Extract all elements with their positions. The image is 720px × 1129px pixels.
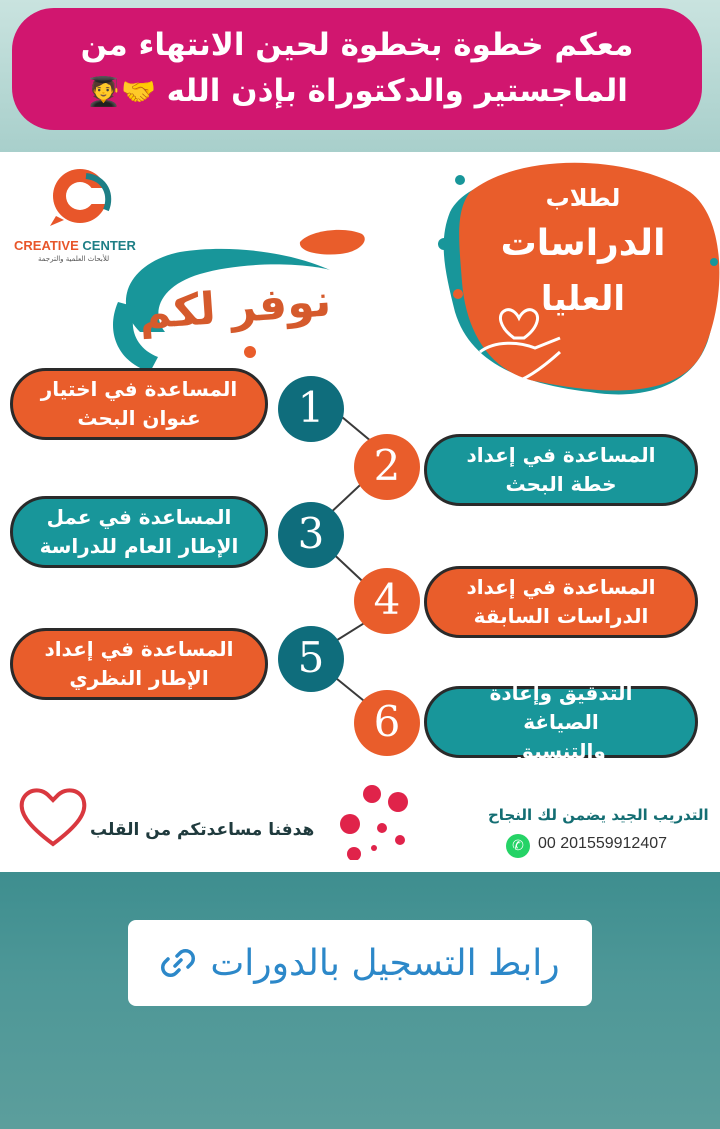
step-5-number: 5 — [278, 626, 344, 692]
step-5-pill — [10, 628, 268, 700]
step-2-line-1: المساعدة في إعداد — [466, 443, 656, 467]
story-bottom-area — [0, 872, 720, 1129]
step-1-pill — [10, 368, 268, 440]
decorative-dots — [334, 780, 414, 860]
step-3-pill — [10, 496, 268, 568]
step-2-pill — [424, 434, 698, 506]
step-1-number: 1 — [278, 376, 344, 442]
story-caption-area — [0, 0, 720, 152]
logo-wordmark — [14, 238, 136, 253]
target-line-1: لطلاب — [545, 184, 621, 212]
registration-link-button[interactable] — [128, 920, 592, 1006]
logo-subtitle: للأبحاث العلمية والترجمة — [38, 255, 110, 263]
heart-outline-icon — [16, 782, 90, 850]
logo-name-part2: CENTER — [82, 238, 136, 253]
caption-line-2-text: الماجستير والدكتوراة بإذن الله — [166, 73, 628, 109]
step-1-line-1: المساعدة في اختيار — [40, 377, 238, 401]
step-6-pill — [424, 680, 698, 763]
step-3-line-2: الإطار العام للدراسة — [39, 534, 239, 558]
phone-number: 00 201559912407 — [538, 835, 668, 852]
step-2-line-2: خطة البحث — [505, 472, 617, 496]
step-5-line-2: الإطار النظري — [69, 666, 209, 690]
step-3-number: 3 — [278, 502, 344, 568]
logo-mark-icon — [46, 166, 116, 228]
registration-link-label: رابط التسجيل بالدورات — [210, 942, 560, 984]
offer-title: نوفر لكم — [137, 275, 333, 340]
step-4-line-2: الدراسات السابقة — [473, 604, 649, 628]
step-4-number: 4 — [354, 568, 420, 634]
step-5-line-1: المساعدة في إعداد — [44, 637, 234, 661]
service-poster — [0, 152, 720, 872]
logo-name-part1: CREATIVE — [14, 238, 79, 253]
step-6-number: 6 — [354, 690, 420, 756]
step-6-line-1: التدقيق وإعادة الصياغة — [489, 680, 633, 734]
link-icon — [160, 945, 196, 981]
handshake-graduate-emoji: 🤝🧑‍🎓 — [86, 75, 156, 108]
caption-line-2 — [12, 68, 702, 115]
whatsapp-icon: ✆ — [506, 834, 530, 858]
step-1-line-2: عنوان البحث — [77, 406, 201, 430]
guarantee-text: التدريب الجيد يضمن لك النجاح — [488, 806, 709, 824]
target-line-2: الدراسات — [500, 223, 666, 264]
step-2-number: 2 — [354, 434, 420, 500]
caption-line-1: معكم خطوة بخطوة لحين الانتهاء من — [80, 27, 634, 63]
step-4-line-1: المساعدة في إعداد — [466, 575, 656, 599]
target-line-3: العليا — [540, 279, 626, 319]
slogan-text: هدفنا مساعدتكم من القلب — [90, 820, 315, 840]
step-3-line-1: المساعدة في عمل — [46, 505, 232, 529]
caption-pill — [12, 8, 702, 130]
target-audience-title — [478, 180, 688, 326]
step-6-line-2: والتنسيق — [516, 738, 606, 763]
step-4-pill — [424, 566, 698, 638]
